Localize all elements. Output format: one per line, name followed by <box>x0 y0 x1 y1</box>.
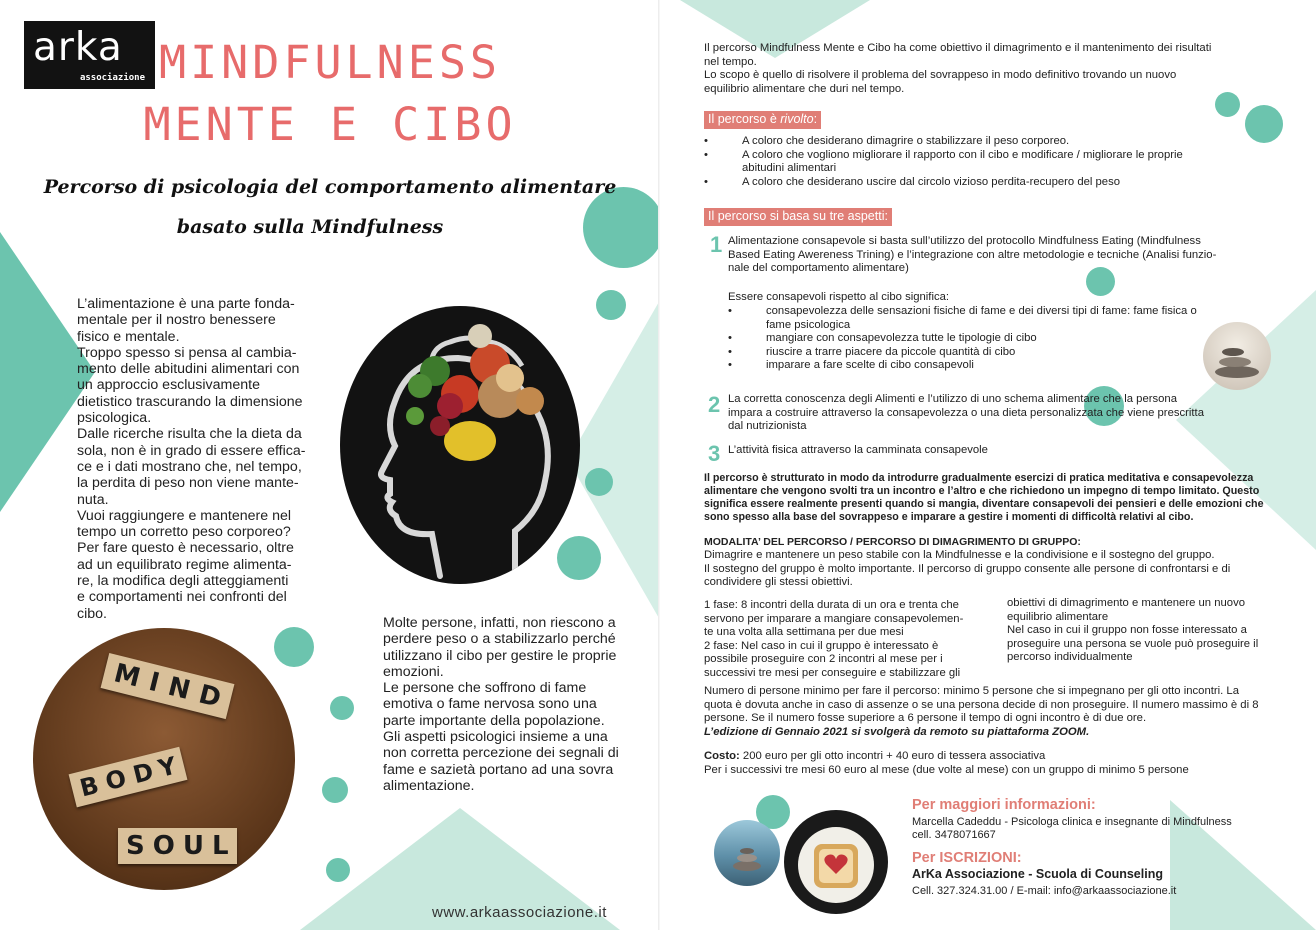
intro-line: la perdita di peso non viene mante- <box>77 475 299 492</box>
letter-tile: MIND <box>101 653 235 719</box>
emotions-line: fame e sazietà portano ad una sovra <box>383 761 614 778</box>
phase-column-1 <box>704 599 980 680</box>
bullet-icon: • <box>704 135 708 147</box>
cost-line-1 <box>704 750 1300 764</box>
aspect-1-line: Alimentazione consapevole si basta sull’utilizzo del protocollo Mindfulness Eating (Mindfulness <box>728 235 1201 247</box>
intro-line: un approccio esclusivamente <box>77 377 260 394</box>
right-page <box>660 0 1316 930</box>
bullet-icon: • <box>704 175 708 188</box>
intro-line: sola, non è in grado di essere effica- <box>77 442 306 459</box>
intro-line: mentale per il nostro benessere <box>77 312 276 329</box>
intro-line: psicologica. <box>77 410 152 427</box>
subtitle-line-2: basato sulla Mindfulness <box>176 216 444 238</box>
block-word-body <box>69 747 188 808</box>
subtitle-line-1: Percorso di psicologia del comportamento alimentare <box>43 176 617 198</box>
intro-line: ad un equilibrato regime alimenta- <box>77 556 292 573</box>
block-word-soul <box>118 828 237 864</box>
bullet-icon: • <box>728 359 732 371</box>
aware-item-text: riuscire a trarre piacere da piccole quantità di cibo <box>766 345 1016 358</box>
decor-circle <box>330 696 354 720</box>
block-word-mind <box>101 653 235 719</box>
intro-line: ce e i dati mostrano che, nel tempo, <box>77 458 302 475</box>
logo-subtitle: associazione <box>79 73 145 83</box>
aspect-number-1: 1 <box>710 232 723 257</box>
info-heading: Per maggiori informazioni: <box>912 797 1096 813</box>
aware-item-text: mangiare con consapevolezza tutte le tipologie di cibo <box>766 332 1037 344</box>
participants-text <box>704 685 1300 739</box>
emotions-line: perdere peso o a stabilizzarlo perché <box>383 631 616 648</box>
aware-list <box>728 305 1208 373</box>
target-heading-prefix: Il percorso è <box>708 112 781 126</box>
aware-item <box>728 359 1208 373</box>
registration-contacts[interactable]: Cell. 327.324.31.00 / E-mail: info@arkaassociazione.it <box>912 885 1177 897</box>
aspect-2-line: impara a costruire attraverso la consapevolezza o una dieta personalizzata che viene prescritta <box>728 406 1204 419</box>
letter-tile: SOUL <box>118 828 237 864</box>
cost-text <box>704 750 1300 777</box>
decor-circle <box>596 290 626 320</box>
logo-wordmark: arka <box>33 25 123 70</box>
intro-line: Per fare questo è necessario, oltre <box>77 540 294 557</box>
bullet-icon: • <box>704 148 708 161</box>
aware-intro: Essere consapevoli rispetto al cibo significa: <box>728 291 950 303</box>
phase-line: percorso individualmente <box>1007 651 1133 663</box>
phase-line: Nel caso in cui il gruppo non fosse interessato a <box>1007 624 1247 636</box>
aware-item-cont <box>728 319 1208 333</box>
intro-line: re, la modifica degli atteggiamenti <box>77 573 289 590</box>
aspect-number-2: 2 <box>708 392 721 417</box>
lake-stones-image <box>714 820 780 886</box>
emotions-line: emotiva o fame nervosa sono una <box>383 696 597 713</box>
phase-line: possibile proseguire con 2 incontri al mese per i <box>704 653 943 665</box>
emotions-line: parte importante della popolazione. <box>383 712 605 729</box>
bullet-icon: • <box>728 332 732 344</box>
aware-item <box>728 332 1208 346</box>
emotions-line: Gli aspetti psicologici insieme a una <box>383 729 608 746</box>
participants-line: quota è dovuta anche in caso di assenze o se una persona decide di non proseguire. Il numero massimo è di 8 <box>704 698 1259 711</box>
objective-line: Lo scopo è quello di risolvere il problema del sovrappeso in modo definitivo trovando un nuovo <box>704 69 1177 81</box>
cairn-graphic <box>714 820 780 886</box>
decor-circle <box>274 627 314 667</box>
aspect-2-line: La corretta conoscenza degli Alimenti e l’utilizzo di uno schema alimentare che la persona <box>728 393 1177 405</box>
phase-line: obiettivi di dimagrimento e mantenere un nuovo <box>1007 597 1246 609</box>
mode-line: Dimagrire e mantenere un peso stabile con la Mindfulnesse e la condivisione e il sostegno del gruppo. <box>704 549 1215 561</box>
intro-line: e comportamenti nei confronti del <box>77 589 287 606</box>
objective-line: Il percorso Mindfulness Mente e Cibo ha come obiettivo il dimagrimento e il mantenimento dei risultati <box>704 42 1212 54</box>
title-line-2: MENTE E CIBO <box>143 98 517 151</box>
emotions-line: alimentazione. <box>383 777 475 794</box>
objective-line: equilibrio alimentare che duri nel tempo. <box>704 82 905 95</box>
phase-line: 2 fase: Nel caso in cui il gruppo è interessato è <box>704 639 939 652</box>
aspect-number-3: 3 <box>708 441 721 466</box>
intro-line: Dalle ricerche risulta che la dieta da <box>77 426 302 443</box>
participants-line: Numero di persone minimo per fare il percorso: minimo 5 persone che si impegnano per gli otto incontri. La <box>704 685 1239 697</box>
emotions-line: Molte persone, infatti, non riescono a <box>383 615 616 631</box>
phase-line: equilibrio alimentare <box>1007 610 1109 623</box>
intro-line: cibo. <box>77 605 107 622</box>
intro-line: Troppo spesso si pensa al cambia- <box>77 344 297 361</box>
phase-column-2 <box>1007 597 1285 665</box>
phase-line: proseguire una persona se vuole può proseguire il <box>1007 637 1259 650</box>
title-line-1: MINDFULNESS <box>158 36 501 89</box>
phase-line: te una volta alla settimana per due mesi <box>704 626 904 638</box>
target-item-text: A coloro che vogliono migliorare il rapporto con il cibo e modificare / migliorare le proprie <box>742 148 1183 161</box>
decor-circle <box>322 777 348 803</box>
objective-line: nel tempo. <box>704 55 757 68</box>
structure-line: sono spesso alla base del sovrappeso e imparare a gestire i momenti di difficoltà relativi al cibo. <box>704 511 1194 523</box>
zen-stones-image <box>1203 322 1271 390</box>
registration-org: ArKa Associazione - Scuola di Counseling <box>912 867 1163 881</box>
target-item-text: A coloro che desiderano uscire dal circolo vizioso perdita-recupero del peso <box>742 175 1121 188</box>
bullet-icon: • <box>728 305 732 317</box>
food-brain-image <box>340 306 580 584</box>
phase-line: 1 fase: 8 incontri della durata di un ora e trenta che <box>704 599 959 611</box>
info-phone[interactable]: cell. 3478071667 <box>912 829 996 841</box>
toast-graphic <box>784 810 888 914</box>
decor-circle <box>557 536 601 580</box>
intro-line: tempo un corretto peso corporeo? <box>77 524 291 541</box>
decor-circle <box>585 468 613 496</box>
aspect-2-line: dal nutrizionista <box>728 420 807 432</box>
letter-tile: BODY <box>69 747 188 808</box>
emotions-line: Le persone che soffrono di fame <box>383 680 587 697</box>
mode-text <box>704 549 1294 590</box>
objective-text <box>704 42 1284 96</box>
target-item-cont <box>704 162 1284 176</box>
intro-line: dietistico trascurando la dimensione <box>77 393 303 410</box>
intro-paragraph <box>77 296 313 622</box>
mode-line: Il sostegno del gruppo è molto importante. Il percorso di gruppo consente alle persone di confrontarsi e di <box>704 562 1231 575</box>
structure-line: Il percorso è strutturato in modo da introdurre gradualmente esercizi di pratica meditativa e consapevolezza <box>704 472 1254 484</box>
mind-body-soul-image <box>33 628 295 890</box>
aware-item-text: consapevolezza delle sensazioni fisiche di fame e dei diversi tipi di fame: fame fisica o <box>766 305 1197 317</box>
cost-value: 200 euro per gli otto incontri + 40 euro di tessera associativa <box>739 750 1046 762</box>
mode-line: condividere gli stessi obiettivi. <box>704 576 853 588</box>
aspect-3-text: L’attività fisica attraverso la camminata consapevole <box>728 444 988 456</box>
phase-line: servono per imparare a mangiare consapevolemen- <box>704 612 964 625</box>
aware-item-text: fame psicologica <box>766 318 851 331</box>
target-heading-suffix: : <box>813 112 818 126</box>
structure-line: significa essere realmente presenti quando si mangia, diventare consapevoli dei pensieri e delle emozioni che <box>704 498 1264 510</box>
target-item-text: abitudini alimentari <box>742 162 837 174</box>
aware-item <box>728 305 1208 319</box>
emotions-line: non corretta percezione dei segnali di <box>383 745 619 762</box>
cost-label: Costo: <box>704 750 740 762</box>
target-item <box>704 135 1284 149</box>
aware-item-text: imparare a fare scelte di cibo consapevoli <box>766 359 974 371</box>
structure-line: alimentare che vengono svolti tra un incontro e l’altro e che richiedono un impegno di tempo limitato. Questo <box>704 485 1260 497</box>
participants-line: persone. Se il numero fosse superiore a 6 persone il tempo di ogni incontro è di due ore. <box>704 712 1147 724</box>
bullet-icon: • <box>728 345 732 358</box>
intro-line: nuta. <box>77 491 109 508</box>
stones-graphic <box>1203 322 1271 390</box>
chalk-head-illustration <box>340 306 580 584</box>
phase-line: successivi tre mesi per conseguire e stabilizzare gli <box>704 666 961 679</box>
registration-heading: Per ISCRIZIONI: <box>912 850 1022 866</box>
aspect-2-text <box>728 393 1284 434</box>
target-item <box>704 176 1284 190</box>
intro-line: fisico e mentale. <box>77 328 180 345</box>
aspect-1-line: Based Eating Awereness Trining) e l’integrazione con altre metodologie e tecniche (Analisi funzio- <box>728 248 1217 261</box>
toast-heart-image <box>784 810 888 914</box>
website-link[interactable]: www.arkaassociazione.it <box>432 904 607 921</box>
emotions-paragraph <box>383 615 630 794</box>
emotions-line: utilizzano il cibo per gestire le proprie <box>383 647 617 664</box>
intro-line: Vuoi raggiungere e mantenere nel <box>77 507 292 524</box>
aspects-heading: Il percorso si basa su tre aspetti: <box>704 208 892 226</box>
intro-line: L’alimentazione è una parte fonda- <box>77 296 295 312</box>
target-item-text: A coloro che desiderano dimagrire o stabilizzare il peso corporeo. <box>742 135 1070 147</box>
decor-circle <box>326 858 350 882</box>
target-heading <box>704 111 821 129</box>
target-heading-italic: rivolto <box>780 112 814 126</box>
target-list <box>704 135 1284 189</box>
cost-line-2: Per i successivi tre mesi 60 euro al mese (due volte al mese) con un gruppo di minimo 5 persone <box>704 763 1189 776</box>
target-item <box>704 149 1284 163</box>
mode-heading: MODALITA’ DEL PERCORSO / PERCORSO DI DIMAGRIMENTO DI GRUPPO: <box>704 536 1081 548</box>
info-name: Marcella Cadeddu - Psicologa clinica e insegnante di Mindfulness <box>912 816 1232 828</box>
structure-paragraph <box>704 472 1300 524</box>
aspect-1-line: nale del comportamento alimentare) <box>728 262 909 274</box>
intro-line: mento delle abitudini alimentari con <box>77 361 300 378</box>
edition-line: L’edizione di Gennaio 2021 si svolgerà da remoto su piattaforma ZOOM. <box>704 725 1090 738</box>
aspect-1-text <box>728 235 1284 276</box>
aware-item <box>728 346 1208 360</box>
emotions-line: emozioni. <box>383 663 444 680</box>
